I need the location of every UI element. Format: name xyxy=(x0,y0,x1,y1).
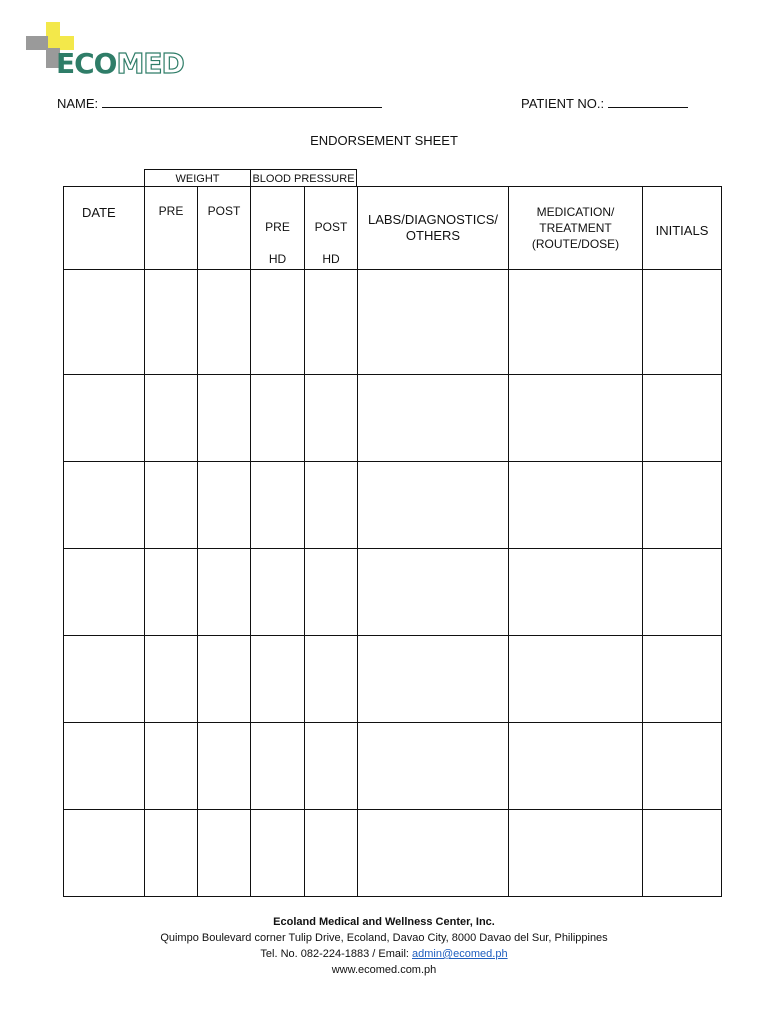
table-row xyxy=(64,270,722,375)
column-header-bp-pre-hd: PRE HD xyxy=(251,187,305,270)
cell-medication[interactable] xyxy=(509,462,643,549)
cell-date[interactable] xyxy=(64,462,145,549)
cell-bp-post[interactable] xyxy=(305,270,358,375)
cell-weight-pre[interactable] xyxy=(145,375,198,462)
blood-pressure-group-header: BLOOD PRESSURE xyxy=(250,169,357,187)
logo-eco: ECO xyxy=(56,47,117,80)
cell-weight-post[interactable] xyxy=(198,636,251,723)
table-row xyxy=(64,723,722,810)
footer-website: www.ecomed.com.ph xyxy=(331,964,437,976)
patient-number-label: PATIENT NO.: xyxy=(521,96,605,111)
cell-bp-pre[interactable] xyxy=(251,810,305,897)
name-blank-line[interactable] xyxy=(102,95,382,108)
cell-bp-post[interactable] xyxy=(305,549,358,636)
column-header-bp-post-hd: POST HD xyxy=(305,187,358,270)
cell-medication[interactable] xyxy=(509,549,643,636)
patient-number-field[interactable] xyxy=(521,95,688,111)
cell-labs[interactable] xyxy=(358,723,509,810)
footer-organization: Ecoland Medical and Wellness Center, Inc. xyxy=(273,916,495,928)
cell-initials[interactable] xyxy=(643,549,722,636)
cell-bp-post[interactable] xyxy=(305,375,358,462)
weight-group-header: WEIGHT xyxy=(144,169,251,187)
cell-medication[interactable] xyxy=(509,723,643,810)
cell-labs[interactable] xyxy=(358,270,509,375)
patient-number-blank-line[interactable] xyxy=(608,95,688,108)
cell-initials[interactable] xyxy=(643,723,722,810)
cell-weight-post[interactable] xyxy=(198,375,251,462)
name-label: NAME: xyxy=(57,96,99,111)
footer-email-link[interactable]: admin@ecomed.ph xyxy=(412,948,508,960)
cell-initials[interactable] xyxy=(643,462,722,549)
cell-labs[interactable] xyxy=(358,375,509,462)
cell-bp-pre[interactable] xyxy=(251,549,305,636)
table-row xyxy=(64,810,722,897)
table-row xyxy=(64,549,722,636)
cell-bp-post[interactable] xyxy=(305,723,358,810)
table-row xyxy=(64,636,722,723)
footer-tel: Tel. No. 082-224-1883 / Email: xyxy=(260,948,413,960)
cell-bp-pre[interactable] xyxy=(251,270,305,375)
column-header-date: DATE xyxy=(64,187,145,270)
cell-bp-pre[interactable] xyxy=(251,636,305,723)
cell-medication[interactable] xyxy=(509,636,643,723)
cell-bp-post[interactable] xyxy=(305,810,358,897)
column-header-initials: INITIALS xyxy=(643,187,722,270)
table-header-row xyxy=(64,187,722,270)
cell-weight-post[interactable] xyxy=(198,723,251,810)
cell-labs[interactable] xyxy=(358,810,509,897)
cell-bp-pre[interactable] xyxy=(251,375,305,462)
endorsement-table xyxy=(63,186,722,897)
cell-weight-post[interactable] xyxy=(198,462,251,549)
cell-initials[interactable] xyxy=(643,810,722,897)
cell-date[interactable] xyxy=(64,636,145,723)
cell-initials[interactable] xyxy=(643,636,722,723)
cell-weight-post[interactable] xyxy=(198,810,251,897)
table-row xyxy=(64,375,722,462)
document-title: ENDORSEMENT SHEET xyxy=(310,133,458,148)
cell-date[interactable] xyxy=(64,549,145,636)
cell-medication[interactable] xyxy=(509,810,643,897)
cell-date[interactable] xyxy=(64,723,145,810)
cell-date[interactable] xyxy=(64,375,145,462)
logo-med: MED xyxy=(116,47,184,80)
logo-wordmark xyxy=(56,47,184,80)
cell-weight-pre[interactable] xyxy=(145,810,198,897)
footer xyxy=(0,914,768,978)
cell-initials[interactable] xyxy=(643,375,722,462)
cell-weight-pre[interactable] xyxy=(145,723,198,810)
column-header-medication: MEDICATION/ TREATMENT (ROUTE/DOSE) xyxy=(509,187,643,270)
cell-medication[interactable] xyxy=(509,270,643,375)
cell-weight-pre[interactable] xyxy=(145,462,198,549)
column-header-weight-pre: PRE xyxy=(145,187,198,270)
cell-labs[interactable] xyxy=(358,549,509,636)
name-field[interactable] xyxy=(57,95,382,111)
cell-labs[interactable] xyxy=(358,462,509,549)
cell-bp-post[interactable] xyxy=(305,636,358,723)
cell-weight-pre[interactable] xyxy=(145,636,198,723)
footer-contact xyxy=(0,946,768,962)
cell-initials[interactable] xyxy=(643,270,722,375)
cell-weight-post[interactable] xyxy=(198,270,251,375)
cell-medication[interactable] xyxy=(509,375,643,462)
cell-bp-pre[interactable] xyxy=(251,462,305,549)
column-header-labs: LABS/DIAGNOSTICS/ OTHERS xyxy=(358,187,509,270)
cell-weight-pre[interactable] xyxy=(145,549,198,636)
cell-bp-pre[interactable] xyxy=(251,723,305,810)
cell-labs[interactable] xyxy=(358,636,509,723)
cell-bp-post[interactable] xyxy=(305,462,358,549)
column-header-weight-post: POST xyxy=(198,187,251,270)
cell-date[interactable] xyxy=(64,270,145,375)
cell-weight-pre[interactable] xyxy=(145,270,198,375)
table-row xyxy=(64,462,722,549)
cell-date[interactable] xyxy=(64,810,145,897)
cell-weight-post[interactable] xyxy=(198,549,251,636)
ecomed-logo xyxy=(26,22,184,84)
footer-address: Quimpo Boulevard corner Tulip Drive, Ecoland, Davao City, 8000 Davao del Sur, Philippines xyxy=(160,932,608,944)
